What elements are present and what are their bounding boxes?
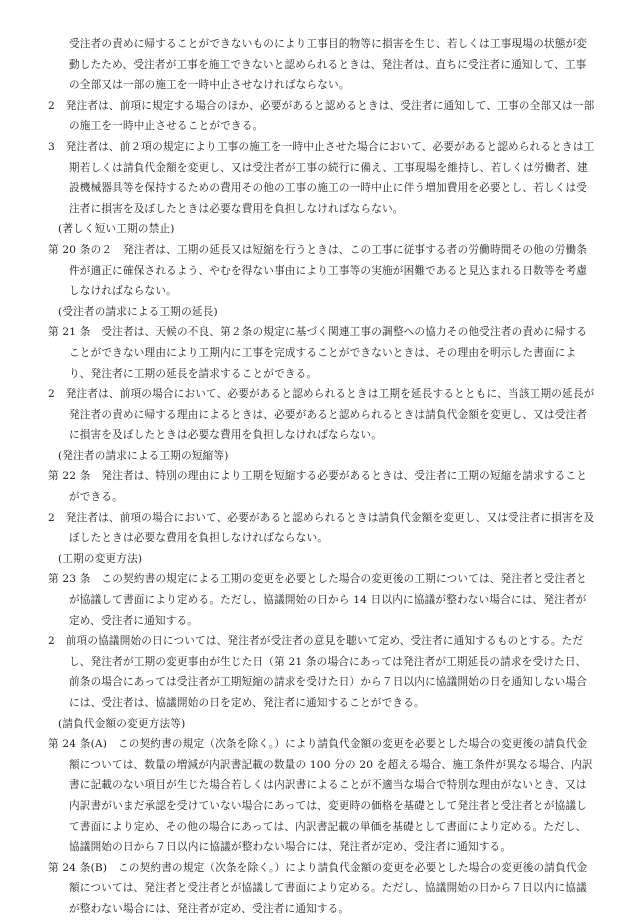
paragraph-number: 2 (48, 99, 66, 112)
article-heading: (工期の変更方法) (58, 552, 143, 565)
paragraph-item (48, 508, 596, 549)
paragraph-text: 発注者は、前２項の規定により工事の施工を一時中止させた場合において、必要があると認められるときは工期若しくは請負代金額を変更し、又は受注者が工事の続行に備え、工事現場を維持し、若しくは労働者、建設機械器具等を保持するための費用その他の工事の施工の一時中止に伴う増加費用を必要とし、若しくは受注者に損害を及ぼしたときは必要な費用を負担しなければならない。 (65, 140, 595, 215)
article-heading: (請負代金額の変更方法等) (58, 717, 186, 730)
article-number: 第 24 条(A) (48, 738, 118, 751)
article (48, 569, 596, 631)
article-text: この契約書の規定による工期の変更を必要とした場合の変更後の工期については、発注者と受注者とが協議して書面により定める。ただし、協議開始の日から 14 日以内に協議が整わない場合には、発注者が定め、受注者に通知する。 (69, 573, 587, 627)
paragraph-text: 発注者は、前項に規定する場合のほか、必要があると認めるときは、受注者に通知して、工事の全部又は一部の施工を一時中止させることができる。 (65, 99, 595, 133)
paragraph-text: 発注者は、前項の場合において、必要があると認められるときは工期を延長するとともに、当該工期の延長が発注者の責めに帰する理由によるときは、必要があると認められるときは請負代金額を変更し、又は受注者に損害を及ぼしたときは必要な費用を負担しなければならない。 (65, 388, 595, 442)
paragraph-text: 受注者の責めに帰することができないものにより工事目的物等に損害を生じ、若しくは工事現場の状態が変動したため、受注者が工事を施工できないと認められるときは、発注者は、直ちに受注者に通知して、工事の全部又は一部の施工を一時中止させなければならない。 (69, 38, 588, 92)
paragraph-number: 3 (48, 140, 66, 153)
paragraph-text: 前項の協議開始の日については、発注者が受注者の意見を聴いて定め、受注者に通知するものとする。ただし、発注者が工期の変更事由が生じた日（第 21 条の場合にあっては発注者が工期延長の請求を受けた日、前条の場合にあっては受注者が工期短縮の請求を受けた日）から７日以内に協議開始の日を通知しない場合には、受注者は、協議開始の日を定め、発注者に通知することができる。 (65, 635, 587, 709)
paragraph-item (48, 631, 596, 713)
article-text: この契約書の規定（次条を除く。）により請負代金額の変更を必要とした場合の変更後の請負代金額については、発注者と受注者とが協議して書面により定める。ただし、協議開始の日から７日以内に協議が整わない場合には、発注者が定め、受注者に通知する。 (69, 861, 588, 915)
paragraph-text: 発注者は、前項の場合において、必要があると認められるときは請負代金額を変更し、又は受注者に損害を及ぼしたときは必要な費用を負担しなければならない。 (65, 511, 595, 545)
paragraph-number: 2 (48, 511, 66, 524)
paragraph-item (48, 384, 596, 446)
article (48, 858, 596, 920)
article-heading: (著しく短い工期の禁止) (58, 223, 175, 236)
article-number: 第 20 条の２ (48, 243, 123, 256)
document-body (48, 34, 596, 920)
article-heading: (発注者の請求による工期の短縮等) (58, 449, 229, 462)
paragraph-number: 2 (48, 635, 66, 648)
article (48, 466, 596, 507)
paragraph-item (48, 96, 596, 137)
paragraph-number: 2 (48, 388, 66, 401)
article (48, 240, 596, 302)
article-text: 発注者は、工期の延長又は短縮を行うときは、この工事に従事する者の労働時間その他の労働条件が適正に確保されるよう、やむを得ない事由により工事等の実施が困難であると見込まれる日数等を考慮しなければならない。 (69, 243, 588, 298)
article (48, 734, 596, 858)
article-heading: (受注者の請求による工期の延長) (58, 305, 218, 318)
article-number: 第 21 条 (48, 326, 102, 339)
paragraph-item (48, 137, 596, 219)
paragraph-continuation (48, 34, 596, 96)
article-number: 第 24 条(B) (48, 861, 119, 874)
article-number: 第 23 条 (48, 573, 102, 586)
article (48, 322, 596, 384)
article-text: この契約書の規定（次条を除く。）により請負代金額の変更を必要とした場合の変更後の請負代金額については、数量の増減が内訳書記載の数量の 100 分の 20 を超える場合、施工条件が異なる場合、内訳書に記載のない項目が生じた場合若しくは内訳書によることが不適当な場合で特別な理由がないとき、又は内訳書がいまだ承認を受けていない場合にあっては、変更時の価格を基礎として発注者と受注者とが協議して書面により定め、その他の場合にあっては、内訳書記載の単価を基礎として書面により定める。ただし、協議開始の日から７日以内に協議が整わない場合には、発注者が定め、受注者に通知する。 (69, 738, 593, 854)
article-number: 第 22 条 (48, 470, 102, 483)
article-text: 発注者は、特別の理由により工期を短縮する必要があるときは、受注者に工期の短縮を請求することができる。 (69, 470, 588, 504)
article-text: 受注者は、天候の不良、第２条の規定に基づく関連工事の調整への協力その他受注者の責めに帰することができない理由により工期内に工事を完成することができないときは、その理由を明示した書面により、発注者に工期の延長を請求することができる。 (69, 326, 588, 380)
